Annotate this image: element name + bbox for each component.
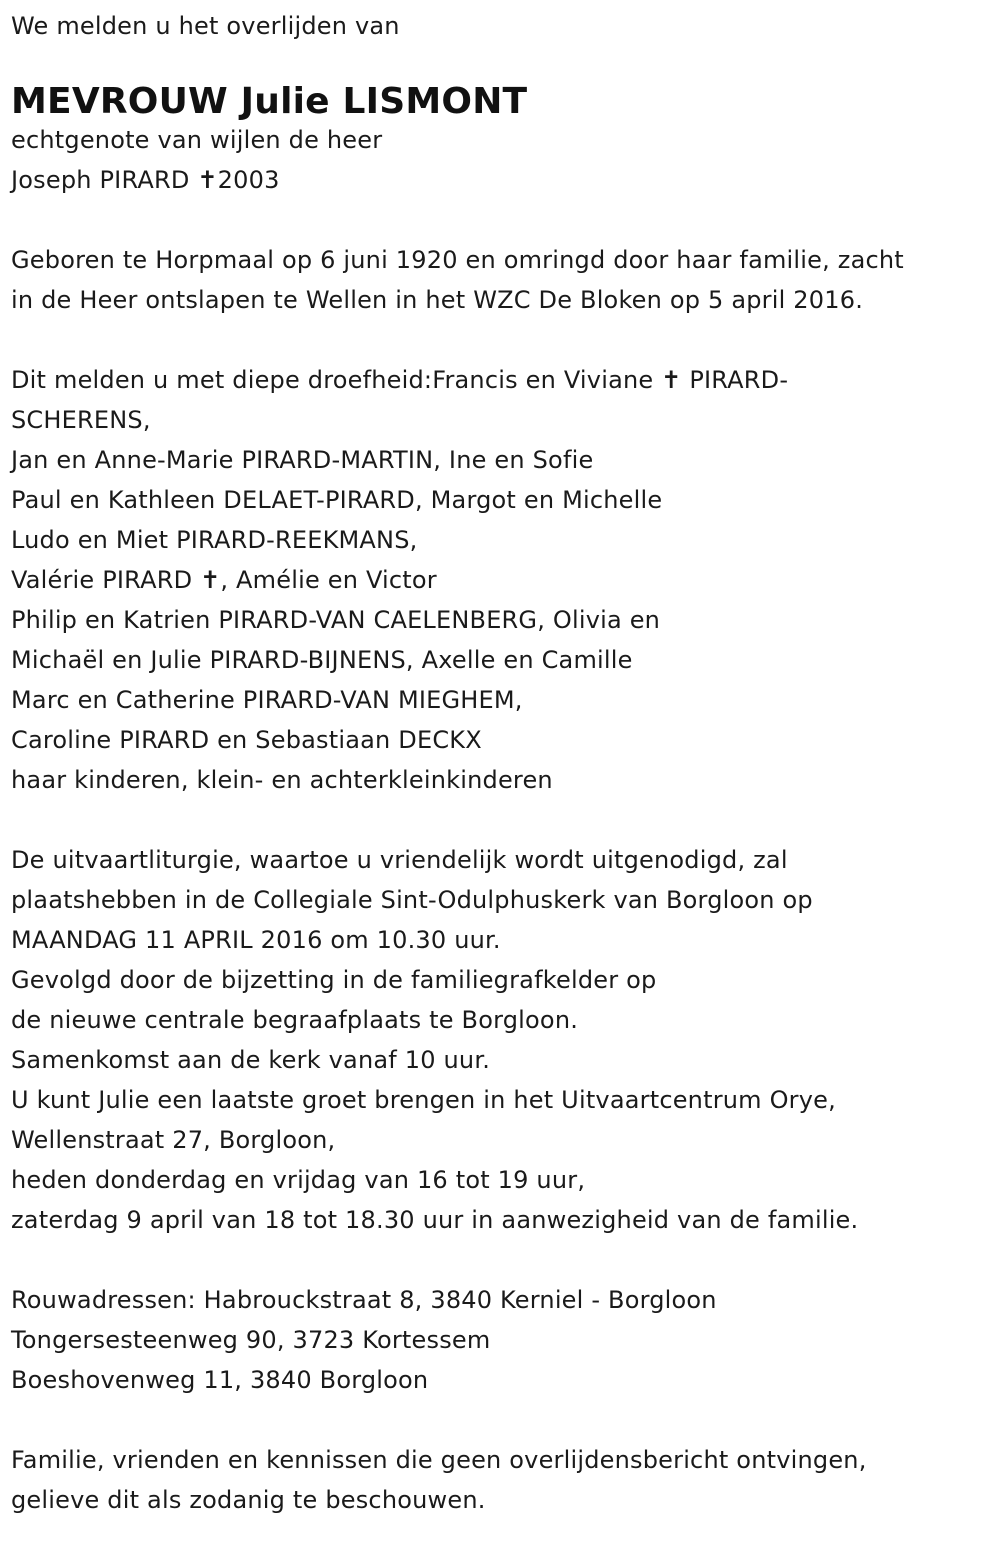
paragraph-line: Samenkomst aan de kerk vanaf 10 uur. bbox=[11, 1046, 491, 1074]
paragraph-line: Dit melden u met diepe droefheid:Francis en Viviane ✝ PIRARD- bbox=[11, 366, 789, 394]
paragraph-line: MAANDAG 11 APRIL 2016 om 10.30 uur. bbox=[11, 926, 501, 954]
paragraph-line: Ludo en Miet PIRARD-REEKMANS, bbox=[11, 526, 418, 554]
paragraph-line: SCHERENS, bbox=[11, 406, 151, 434]
paragraph-line: Paul en Kathleen DELAET-PIRARD, Margot en Michelle bbox=[11, 486, 663, 514]
paragraph-line: plaatshebben in de Collegiale Sint-Odulphuskerk van Borgloon op bbox=[11, 886, 813, 914]
paragraph-line: Caroline PIRARD en Sebastiaan DECKX bbox=[11, 726, 482, 754]
paragraph-line: Philip en Katrien PIRARD-VAN CAELENBERG, Olivia en bbox=[11, 606, 661, 634]
paragraph-line: in de Heer ontslapen te Wellen in het WZC De Bloken op 5 april 2016. bbox=[11, 286, 864, 314]
paragraph-line: Wellenstraat 27, Borgloon, bbox=[11, 1126, 336, 1154]
addresses-paragraph bbox=[11, 1280, 1000, 1400]
paragraph-line: Valérie PIRARD ✝, Amélie en Victor bbox=[11, 566, 437, 594]
paragraph-line: haar kinderen, klein- en achterkleinkinderen bbox=[11, 766, 553, 794]
birth-paragraph bbox=[11, 240, 1000, 320]
deceased-name: MEVROUW Julie LISMONT bbox=[11, 81, 528, 122]
family-paragraph bbox=[11, 360, 1000, 800]
paragraph-line: Gevolgd door de bijzetting in de familiegrafkelder op bbox=[11, 966, 657, 994]
paragraph-line: Marc en Catherine PIRARD-VAN MIEGHEM, bbox=[11, 686, 523, 714]
paragraph-line: Tongersesteenweg 90, 3723 Kortessem bbox=[11, 1326, 491, 1354]
paragraph-line: Familie, vrienden en kennissen die geen overlijdensbericht ontvingen, bbox=[11, 1446, 867, 1474]
paragraph-line: U kunt Julie een laatste groet brengen in het Uitvaartcentrum Orye, bbox=[11, 1086, 836, 1114]
paragraph-line: Geboren te Horpmaal op 6 juni 1920 en omringd door haar familie, zacht bbox=[11, 246, 904, 274]
paragraph-line: Jan en Anne-Marie PIRARD-MARTIN, Ine en Sofie bbox=[11, 446, 594, 474]
paragraph-line: Boeshovenweg 11, 3840 Borgloon bbox=[11, 1366, 429, 1394]
spouse-name: Joseph PIRARD ✝2003 bbox=[11, 166, 280, 194]
paragraph-line: zaterdag 9 april van 18 tot 18.30 uur in aanwezigheid van de familie. bbox=[11, 1206, 859, 1234]
spouse-line: echtgenote van wijlen de heer bbox=[11, 126, 383, 154]
paragraph-line: de nieuwe centrale begraafplaats te Borgloon. bbox=[11, 1006, 579, 1034]
funeral-paragraph bbox=[11, 840, 1000, 1240]
paragraph-line: gelieve dit als zodanig te beschouwen. bbox=[11, 1486, 486, 1514]
paragraph-line: Rouwadressen: Habrouckstraat 8, 3840 Kerniel - Borgloon bbox=[11, 1286, 717, 1314]
closing-paragraph bbox=[11, 1440, 1000, 1520]
intro-text: We melden u het overlijden van bbox=[11, 12, 400, 40]
paragraph-line: Michaël en Julie PIRARD-BIJNENS, Axelle en Camille bbox=[11, 646, 633, 674]
paragraph-line: De uitvaartliturgie, waartoe u vriendelijk wordt uitgenodigd, zal bbox=[11, 846, 788, 874]
paragraph-line: heden donderdag en vrijdag van 16 tot 19 uur, bbox=[11, 1166, 586, 1194]
